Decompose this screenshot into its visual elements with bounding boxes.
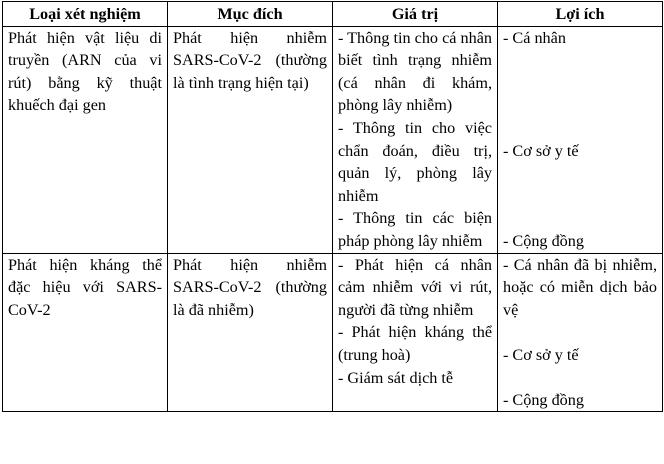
benefit-entry: - Cá nhân: [503, 28, 566, 47]
value-entry: - Thông tin cho việc chẩn đoán, điều trị, quản lý, phòng lây nhiễm: [338, 118, 492, 205]
cell-test-type: Phát hiện vật liệu di truyền (ARN của vi rút) bằng kỹ thuật khuếch đại gen: [3, 26, 168, 253]
header-row: [3, 2, 663, 27]
test-types-table: [2, 1, 663, 412]
benefit-entry: - Cơ sở y tế: [503, 345, 579, 364]
cell-benefits: [498, 26, 663, 253]
table-row: [3, 26, 663, 253]
header-purpose: Mục đích: [168, 2, 333, 27]
value-entry: - Phát hiện kháng thể (trung hoà): [338, 323, 492, 364]
benefit-entry: - Cá nhân đã bị nhiễm, hoặc có miễn dịch bảo vệ: [503, 255, 657, 319]
cell-benefits: [498, 253, 663, 412]
value-entry: - Thông tin các biện pháp phòng lây nhiễm: [338, 209, 492, 250]
benefit-entry: - Cộng đồng: [503, 231, 584, 250]
cell-purpose: Phát hiện nhiễm SARS-CoV-2 (thường là đã nhiễm): [168, 253, 333, 412]
cell-purpose: Phát hiện nhiễm SARS-CoV-2 (thường là tình trạng hiện tại): [168, 26, 333, 253]
benefit-entry: - Cộng đồng: [503, 390, 584, 409]
value-entry: - Giám sát dịch tễ: [338, 368, 454, 387]
benefit-entry: - Cơ sở y tế: [503, 141, 579, 160]
table-row: [3, 253, 663, 412]
cell-values: [333, 253, 498, 412]
value-entry: - Phát hiện cá nhân cảm nhiễm với vi rút, người đã từng nhiễm: [338, 255, 492, 319]
header-value: Giá trị: [333, 2, 498, 27]
header-test-type: Loại xét nghiệm: [3, 2, 168, 27]
cell-values: [333, 26, 498, 253]
value-entry: - Thông tin cho cá nhân biết tình trạng nhiễm (cá nhân đi khám, phòng lây nhiễm): [338, 28, 492, 115]
header-benefit: Lợi ích: [498, 2, 663, 27]
cell-test-type: Phát hiện kháng thể đặc hiệu với SARS-CoV-2: [3, 253, 168, 412]
